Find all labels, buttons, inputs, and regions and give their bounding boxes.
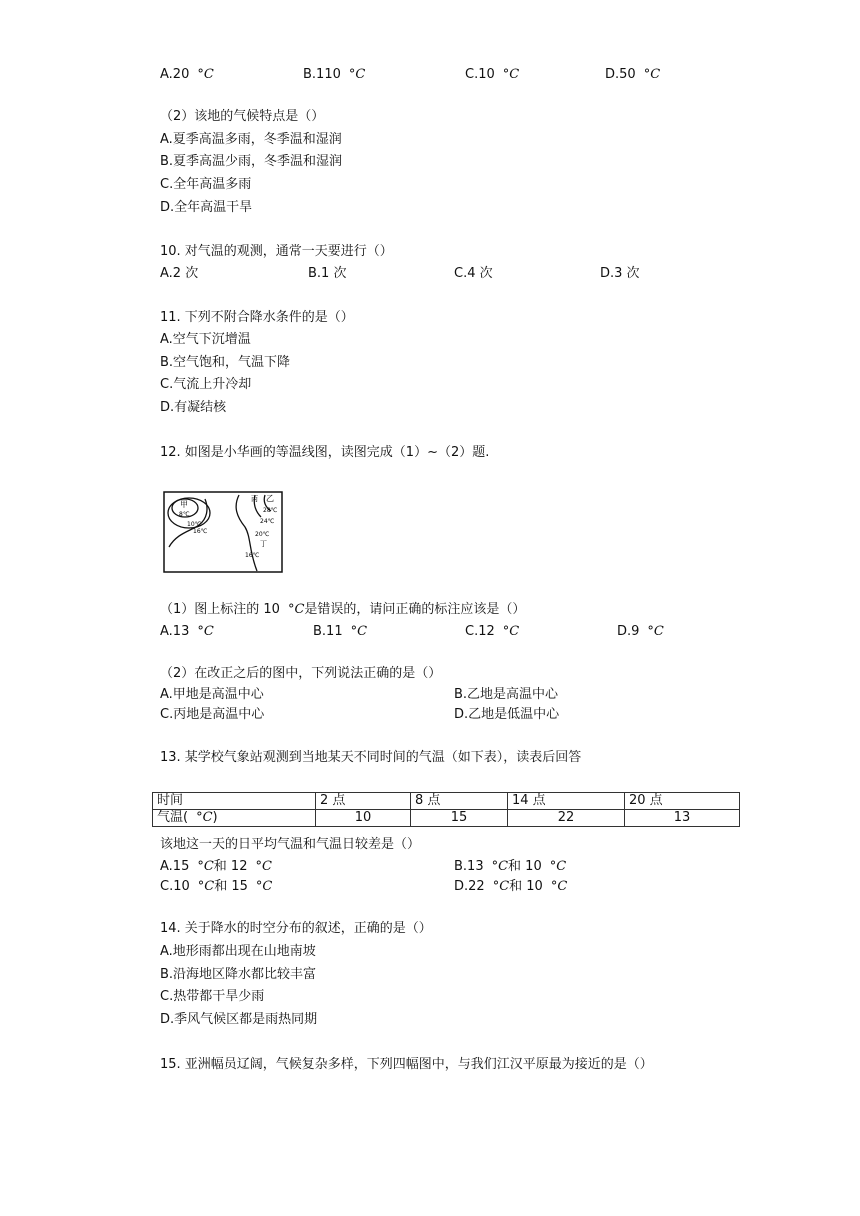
q14-option-b: B.沿海地区降水都比较丰富 (160, 967, 317, 982)
table-cell: 22 (508, 810, 625, 827)
q9-2-option-a: A.夏季高温多雨，冬季温和湿润 (160, 132, 342, 147)
q13-option-d: D.22 °C和 10 °C (454, 879, 568, 894)
map-label-jia-temp: 8℃ (179, 511, 190, 518)
map-label-ding: 丁 (260, 540, 267, 548)
temperature-table (152, 792, 740, 827)
q15-stem: 15. 亚洲幅员辽阔，气候复杂多样，下列四幅图中，与我们江汉平原最为接近的是（） (160, 1057, 653, 1072)
q12-1-stem: （1）图上标注的 10 °C是错误的，请问正确的标注应该是（） (160, 602, 526, 617)
q10-option-b: B.1 次 (308, 266, 347, 281)
q12-2-option-a: A.甲地是高温中心 (160, 687, 264, 702)
q11-option-b: B.空气饱和，气温下降 (160, 355, 291, 370)
q12-2-option-c: C.丙地是高温中心 (160, 707, 265, 722)
q9-2-option-d: D.全年高温干旱 (160, 200, 253, 215)
q14-stem: 14. 关于降水的时空分布的叙述，正确的是（） (160, 921, 432, 936)
table-cell: 15 (411, 810, 508, 827)
table-header-cell: 时间 (153, 793, 316, 810)
q11-option-c: C.气流上升冷却 (160, 377, 252, 392)
q13-follow: 该地这一天的日平均气温和气温日较差是（） (160, 837, 421, 852)
q9-option-b: B.110 °C (303, 67, 366, 82)
q10-stem: 10. 对气温的观测，通常一天要进行（） (160, 244, 393, 259)
q12-1-option-b: B.11 °C (313, 624, 368, 639)
q9-2-option-b: B.夏季高温少雨，冬季温和湿润 (160, 154, 343, 169)
q14-option-d: D.季风气候区都是雨热同期 (160, 1012, 318, 1027)
map-label-jia: 甲 (180, 500, 188, 509)
q12-2-stem: （2）在改正之后的图中，下列说法正确的是（） (160, 666, 442, 681)
q9-option-d: D.50 °C (605, 67, 661, 82)
map-label-bing: 丙 (251, 495, 258, 503)
q9-2-option-c: C.全年高温多雨 (160, 177, 252, 192)
table-header-cell: 2 点 (316, 793, 411, 810)
q9-option-a: A.20 °C (160, 67, 214, 82)
q10-option-a: A.2 次 (160, 266, 199, 281)
q9-2-stem: （2）该地的气候特点是（） (160, 109, 325, 124)
q11-option-a: A.空气下沉增温 (160, 332, 251, 347)
q14-option-a: A.地形雨都出现在山地南坡 (160, 944, 316, 959)
q12-1-option-a: A.13 °C (160, 624, 214, 639)
q9-option-c: C.10 °C (465, 67, 520, 82)
q13-stem: 13. 某学校气象站观测到当地某天不同时间的气温（如下表），读表后回答 (160, 750, 582, 765)
map-label-24c: 24℃ (260, 518, 275, 525)
map-label-20c: 20℃ (255, 531, 270, 538)
q13-option-a: A.15 °C和 12 °C (160, 859, 272, 874)
table-header-cell: 8 点 (411, 793, 508, 810)
map-label-yi: 乙 (266, 494, 274, 503)
isotherm-map (163, 491, 283, 573)
map-label-10c: 10℃ (187, 521, 202, 528)
q13-option-b: B.13 °C和 10 °C (454, 859, 567, 874)
q12-2-option-d: D.乙地是低温中心 (454, 707, 560, 722)
map-label-28c: 28℃ (263, 507, 278, 514)
q11-option-d: D.有凝结核 (160, 400, 227, 415)
q14-option-c: C.热带都干旱少雨 (160, 989, 265, 1004)
table-header-cell: 20 点 (625, 793, 740, 810)
q12-2-option-b: B.乙地是高温中心 (454, 687, 559, 702)
table-row (153, 810, 740, 827)
q12-1-option-c: C.12 °C (465, 624, 520, 639)
map-label-16c-a: 16℃ (193, 528, 208, 535)
table-cell: 13 (625, 810, 740, 827)
table-row-label: 气温( °C) (153, 810, 316, 827)
q11-stem: 11. 下列不附合降水条件的是（） (160, 310, 354, 325)
q13-option-c: C.10 °C和 15 °C (160, 879, 273, 894)
q12-stem: 12. 如图是小华画的等温线图，读图完成（1）~（2）题. (160, 445, 490, 460)
q10-option-d: D.3 次 (600, 266, 640, 281)
table-header-row (153, 793, 740, 810)
q10-option-c: C.4 次 (454, 266, 493, 281)
table-header-cell: 14 点 (508, 793, 625, 810)
map-label-16c-b: 16℃ (245, 552, 260, 559)
q12-1-option-d: D.9 °C (617, 624, 664, 639)
table-cell: 10 (316, 810, 411, 827)
